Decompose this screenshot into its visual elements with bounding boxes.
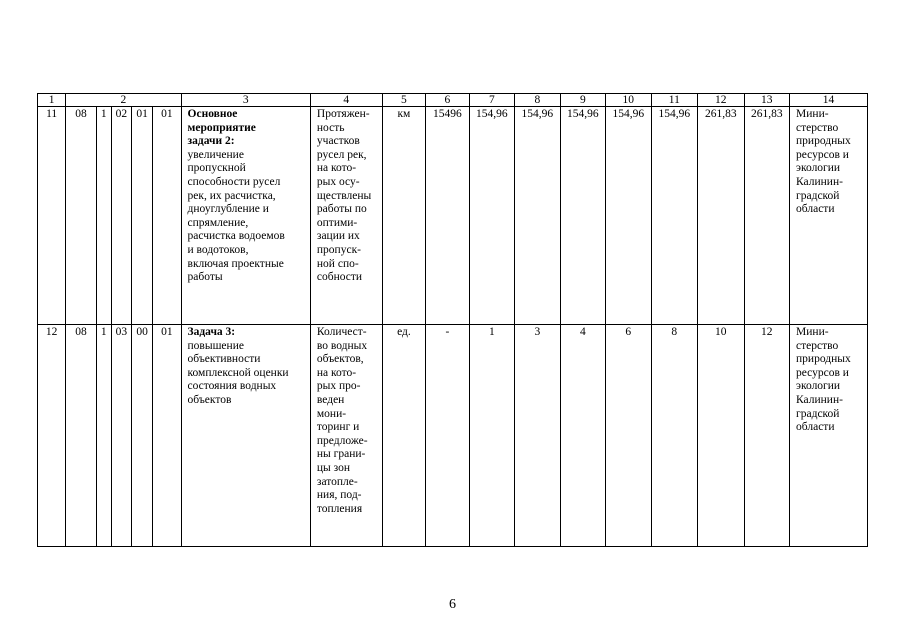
header-cell: 7 xyxy=(469,94,514,107)
header-cell: 13 xyxy=(744,94,789,107)
page-number: 6 xyxy=(449,597,456,612)
indicator-line: затопле- xyxy=(316,475,358,488)
header-cell: 12 xyxy=(698,94,745,107)
header-cell: 2 xyxy=(66,94,181,107)
unit-cell: ед. xyxy=(382,325,425,547)
code-part: 02 xyxy=(111,107,131,325)
indicator-line: ществлены xyxy=(316,189,372,202)
indicator-line: веден xyxy=(316,393,345,406)
value-cell: 12 xyxy=(744,325,789,547)
header-cell: 10 xyxy=(606,94,651,107)
desc-line: пропускной xyxy=(187,162,246,175)
indicator-line: мони- xyxy=(316,407,347,420)
value-cell: 261,83 xyxy=(698,107,745,325)
code-part: 00 xyxy=(131,325,152,547)
indicator-line: ность xyxy=(316,121,345,134)
desc-line: способности русел xyxy=(187,175,281,188)
value-cell: 1 xyxy=(469,325,514,547)
code-part: 1 xyxy=(96,107,111,325)
executor-line: стерство xyxy=(796,339,839,352)
table-row xyxy=(38,107,868,325)
desc-bold-line: Основное xyxy=(187,108,238,120)
value-cell: 3 xyxy=(515,325,560,547)
desc-line: спрямление, xyxy=(187,216,249,229)
value-cell: 8 xyxy=(651,325,698,547)
executor-cell xyxy=(790,325,868,547)
indicator-line: на кото- xyxy=(316,366,357,379)
executor-line: экологии xyxy=(796,162,841,175)
description-cell xyxy=(181,107,310,325)
header-cell: 1 xyxy=(38,94,66,107)
indicator-line: оптими- xyxy=(316,216,358,229)
header-cell: 4 xyxy=(310,94,382,107)
program-table xyxy=(37,93,868,547)
executor-line: области xyxy=(796,421,835,434)
desc-line: рек, их расчистка, xyxy=(187,189,276,202)
executor-line: Калинин- xyxy=(796,393,843,406)
indicator-line: ны грани- xyxy=(316,448,366,461)
header-cell: 8 xyxy=(515,94,560,107)
indicator-line: во водных xyxy=(316,339,368,352)
executor-line: ресурсов и xyxy=(796,366,849,379)
indicator-line: зации их xyxy=(316,230,360,243)
desc-line: работы xyxy=(187,271,223,284)
executor-line: стерство xyxy=(796,121,839,134)
indicator-line: русел рек, xyxy=(316,148,367,161)
executor-cell xyxy=(790,107,868,325)
header-cell: 5 xyxy=(382,94,425,107)
desc-line: объективности xyxy=(187,353,261,366)
indicator-line: рых про- xyxy=(316,380,361,393)
indicator-line: предложе- xyxy=(316,434,368,447)
code-part: 08 xyxy=(66,325,96,547)
header-row xyxy=(38,94,868,107)
header-cell: 9 xyxy=(560,94,605,107)
code-part: 08 xyxy=(66,107,96,325)
row-number: 11 xyxy=(38,107,66,325)
indicator-line: пропуск- xyxy=(316,243,361,256)
code-part: 1 xyxy=(96,325,111,547)
desc-line: и водотоков, xyxy=(187,243,249,256)
value-cell: 4 xyxy=(560,325,605,547)
indicator-cell xyxy=(310,107,382,325)
value-cell: 15496 xyxy=(426,107,469,325)
indicator-line: работы по xyxy=(316,203,367,216)
indicator-line: рых осу- xyxy=(316,175,360,188)
executor-line: Мини- xyxy=(796,326,829,338)
executor-line: природных xyxy=(796,135,851,148)
header-cell: 6 xyxy=(426,94,469,107)
code-part: 01 xyxy=(153,325,181,547)
value-cell: 154,96 xyxy=(515,107,560,325)
desc-bold-line: задачи 2: xyxy=(187,135,235,148)
desc-line: объектов xyxy=(187,393,232,406)
executor-line: градской xyxy=(796,189,840,202)
indicator-line: торинг и xyxy=(316,421,360,434)
value-cell: 154,96 xyxy=(651,107,698,325)
value-cell: 154,96 xyxy=(606,107,651,325)
desc-line: комплексной оценки xyxy=(187,366,289,379)
desc-bold-line: Задача 3: xyxy=(187,326,236,338)
executor-line: природных xyxy=(796,353,851,366)
desc-bold-line: мероприятие xyxy=(187,121,256,134)
executor-line: ресурсов и xyxy=(796,148,849,161)
value-cell: 261,83 xyxy=(744,107,789,325)
value-cell: 154,96 xyxy=(469,107,514,325)
desc-line: состояния водных xyxy=(187,380,277,393)
indicator-line: собности xyxy=(316,271,363,284)
desc-line: повышение xyxy=(187,339,244,352)
desc-line: дноуглубление и xyxy=(187,203,269,216)
value-cell: 154,96 xyxy=(560,107,605,325)
indicator-line: Количест- xyxy=(316,326,367,338)
indicator-line: объектов, xyxy=(316,353,364,366)
row-number: 12 xyxy=(38,325,66,547)
executor-line: области xyxy=(796,203,835,216)
executor-line: экологии xyxy=(796,380,841,393)
unit-cell: км xyxy=(382,107,425,325)
code-part: 01 xyxy=(153,107,181,325)
executor-line: Мини- xyxy=(796,108,829,120)
desc-line: увеличение xyxy=(187,148,244,161)
value-cell: 6 xyxy=(606,325,651,547)
value-cell: 10 xyxy=(698,325,745,547)
value-cell: - xyxy=(426,325,469,547)
code-part: 03 xyxy=(111,325,131,547)
code-part: 01 xyxy=(131,107,152,325)
header-cell: 3 xyxy=(181,94,310,107)
executor-line: градской xyxy=(796,407,840,420)
header-cell: 11 xyxy=(651,94,698,107)
description-cell xyxy=(181,325,310,547)
table-row xyxy=(38,325,868,547)
indicator-line: участков xyxy=(316,135,360,148)
indicator-line: Протяжен- xyxy=(316,108,370,120)
indicator-cell xyxy=(310,325,382,547)
indicator-line: на кото- xyxy=(316,162,357,175)
desc-line: включая проектные xyxy=(187,257,284,270)
header-cell: 14 xyxy=(790,94,868,107)
indicator-line: ния, под- xyxy=(316,489,362,502)
desc-line: расчистка водоемов xyxy=(187,230,285,243)
indicator-line: ной спо- xyxy=(316,257,359,270)
indicator-line: топления xyxy=(316,502,363,515)
indicator-line: цы зон xyxy=(316,461,351,474)
executor-line: Калинин- xyxy=(796,175,843,188)
